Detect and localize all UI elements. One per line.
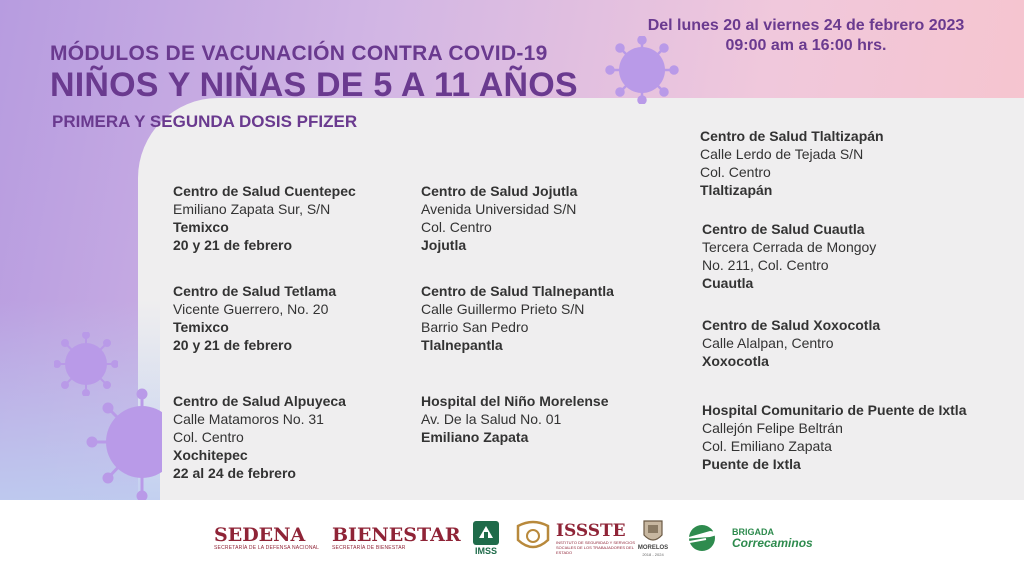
brigada-correcaminos-logo (680, 516, 813, 560)
center-address-2: Barrio San Pedro (421, 319, 529, 335)
center-name: Hospital Comunitario de Puente de Ixtla (702, 402, 967, 418)
center-municipality: Emiliano Zapata (421, 429, 529, 445)
center-address: Tercera Cerrada de Mongoy (702, 239, 877, 255)
center-address: Avenida Universidad S/N (421, 201, 577, 217)
center-card-cuautla (702, 220, 876, 292)
center-card-cuentepec (173, 182, 356, 254)
center-municipality: Puente de Ixtla (702, 456, 801, 472)
center-card-hospital-nino (421, 392, 608, 446)
center-dates: 20 y 21 de febrero (173, 337, 293, 353)
center-card-xoxocotla (702, 316, 880, 370)
title-line-2: NIÑOS Y NIÑAS DE 5 A 11 AÑOS (50, 66, 578, 104)
title-line-1: MÓDULOS DE VACUNACIÓN CONTRA COVID-19 (50, 42, 548, 65)
morelos-sub: 2018 - 2024 (642, 552, 664, 557)
date-range (616, 16, 996, 56)
center-card-puente-ixtla (702, 401, 966, 473)
sedena-label: SEDENA (214, 524, 306, 546)
center-name: Centro de Salud Cuentepec (173, 183, 356, 199)
center-address-2: Col. Centro (700, 164, 771, 180)
center-dates: 20 y 21 de febrero (173, 237, 293, 253)
center-card-tlaltizapan (700, 127, 884, 199)
center-dates: 22 al 24 de febrero (173, 465, 296, 481)
brigada-label: BRIGADA (732, 526, 774, 537)
correcaminos-icon (680, 523, 726, 553)
center-card-tlalnepantla (421, 282, 614, 354)
bienestar-sub: SECRETARÍA DE BIENESTAR (332, 545, 406, 551)
center-address: Vicente Guerrero, No. 20 (173, 301, 329, 317)
center-address: Calle Alalpan, Centro (702, 335, 834, 351)
center-address-2: Col. Emiliano Zapata (702, 438, 832, 454)
center-address-2: Col. Centro (173, 429, 244, 445)
date-line-2: 09:00 am a 16:00 hrs. (725, 37, 887, 54)
virus-icon-left (54, 332, 118, 396)
center-municipality: Cuautla (702, 275, 754, 291)
footer-logos (0, 500, 1024, 576)
center-name: Centro de Salud Xoxocotla (702, 317, 881, 333)
center-name: Hospital del Niño Morelense (421, 393, 609, 409)
issste-logo (514, 516, 636, 560)
center-address-2: Col. Centro (421, 219, 492, 235)
virus-icon-bottom (86, 388, 162, 500)
center-card-alpuyeca (173, 392, 346, 482)
center-address: Av. De la Salud No. 01 (421, 411, 562, 427)
center-name: Centro de Salud Alpuyeca (173, 393, 346, 409)
center-name: Centro de Salud Tlalnepantla (421, 283, 614, 299)
correcaminos-label: Correcaminos (732, 535, 813, 550)
sedena-sub: SECRETARÍA DE LA DEFENSA NACIONAL (214, 545, 320, 551)
center-address: Calle Lerdo de Tejada S/N (700, 146, 864, 162)
center-municipality: Jojutla (421, 237, 467, 253)
center-municipality: Xoxocotla (702, 353, 769, 369)
center-name: Centro de Salud Jojutla (421, 183, 578, 199)
center-address: Calle Guillermo Prieto S/N (421, 301, 585, 317)
bienestar-label: BIENESTAR (332, 524, 461, 546)
center-municipality: Temixco (173, 219, 229, 235)
morelos-shield-icon (642, 519, 664, 545)
center-address: Emiliano Zapata Sur, S/N (173, 201, 331, 217)
center-address: Callejón Felipe Beltrán (702, 420, 843, 436)
center-name: Centro de Salud Tlaltizapán (700, 128, 884, 144)
morelos-label: MORELOS (637, 545, 669, 551)
center-municipality: Tlaltizapán (700, 182, 773, 198)
center-municipality: Xochitepec (173, 447, 248, 463)
center-address-2: No. 211, Col. Centro (702, 257, 829, 273)
imss-logo (470, 516, 502, 560)
sedena-logo (214, 516, 319, 560)
date-line-1: Del lunes 20 al viernes 24 de febrero 2023 (647, 17, 965, 34)
issste-emblem-icon (514, 520, 552, 556)
issste-sub: INSTITUTO DE SEGURIDAD Y SERVICIOS SOCIALES DE LOS TRABAJADORES DEL ESTADO (556, 539, 636, 555)
center-name: Centro de Salud Tetlama (173, 283, 337, 299)
center-municipality: Tlalnepantla (421, 337, 503, 353)
center-municipality: Temixco (173, 319, 229, 335)
center-card-jojutla (421, 182, 577, 254)
center-card-tetlama (173, 282, 336, 354)
bienestar-logo (332, 516, 461, 560)
center-name: Centro de Salud Cuautla (702, 221, 865, 237)
imss-emblem-icon (472, 520, 500, 546)
title-line-3: PRIMERA Y SEGUNDA DOSIS PFIZER (52, 112, 358, 131)
morelos-logo (636, 516, 670, 560)
issste-label: ISSSTE (556, 520, 626, 541)
center-address: Calle Matamoros No. 31 (173, 411, 324, 427)
imss-label: IMSS (474, 546, 497, 556)
